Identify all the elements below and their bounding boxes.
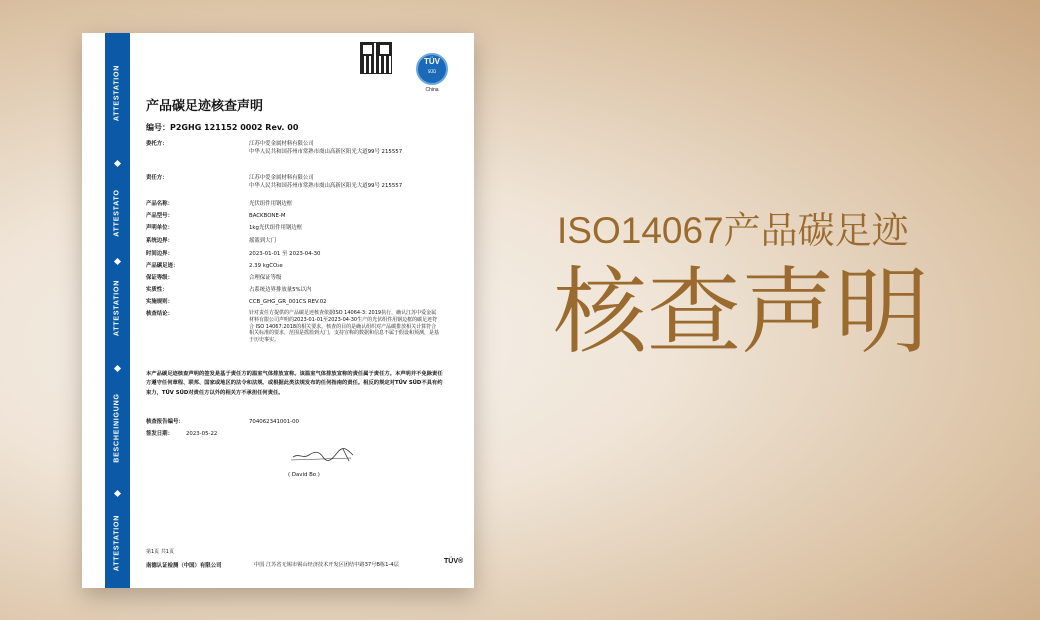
side-strip <box>105 33 130 588</box>
field-key: 责任方： <box>146 175 168 181</box>
field-value: 2023-01-01 至 2023-04-30 <box>249 251 321 257</box>
field-key: 产品名称： <box>146 201 173 207</box>
footer-tuv-logo: TÜV® <box>444 558 464 565</box>
field-value: 占系统边界排放量5%以内 <box>249 287 312 293</box>
side-word: BESCHEINIGUNG <box>113 393 121 463</box>
field-key: 产品型号： <box>146 213 173 219</box>
field-value: 1kg光伏组件用钢边框 <box>249 225 303 231</box>
side-word: ATTESTATION <box>113 64 121 122</box>
field-key: 产品碳足迹： <box>146 263 179 269</box>
field-value-line2: 中华人民共和国苏州市常熟市虞山高新区阳光大道99号 215557 <box>249 149 403 155</box>
field-key: 保证等级： <box>146 275 173 281</box>
field-value: 江苏中爱金属材料有限公司 <box>249 141 314 147</box>
field-value-line2: 中华人民共和国苏州市常熟市虞山高新区阳光大道99号 215557 <box>249 183 403 189</box>
field-key: 实施规则： <box>146 299 173 305</box>
document-number <box>146 122 298 133</box>
field-value: 2.39 kgCO₂e <box>249 263 283 269</box>
report-number-value: 704062341001-00 <box>249 419 299 425</box>
strip-tick <box>114 258 121 265</box>
strip-tick <box>114 490 121 497</box>
qr-code-icon <box>360 42 392 74</box>
issue-date-label: 签发日期： <box>146 431 173 437</box>
tuv-logo <box>416 53 448 85</box>
number-label: 编号： <box>146 123 170 132</box>
field-key: 系统边界： <box>146 238 173 244</box>
field-value: 合理保证等级 <box>249 275 282 281</box>
number-value: P2GHG 121152 0002 Rev. 00 <box>170 123 299 132</box>
report-number-label: 核查报告编号： <box>146 419 184 425</box>
statement-paragraph: 本产品碳足迹核查声明的签发是基于责任方的温室气体排放宣称。该温室气体排放宣称的责任属于责任方。本声明并不免除责任方遵守任何章程、联邦、国家或地区的法令和法规、或根据此类法规发布的任何指南的责任。相反的规定对TÜV SÜD不具有约束力，TÜV SÜD对责任方以外的相关方不承担任何责任。 <box>146 371 443 396</box>
footer-address: 中国 江苏省无锡市锡山经济技术开发区团结中路37号B栋1-4层 <box>254 562 399 568</box>
field-value: BACKBONE-M <box>249 213 286 219</box>
side-word: ATTESTATION <box>113 279 121 337</box>
field-value: 光伏组件用钢边框 <box>249 201 293 207</box>
field-value: 摇篮到大门 <box>249 238 276 244</box>
strip-tick <box>114 365 121 372</box>
tuv-caption: China <box>425 87 439 93</box>
issue-date-value: 2023-05-22 <box>186 431 218 437</box>
document-title: 产品碳足迹核查声明 <box>146 99 264 114</box>
field-key: 核查结论： <box>146 311 173 317</box>
hero-subtitle: ISO14067产品碳足迹 <box>557 210 909 251</box>
footer-company: 南德认证检测（中国）有限公司 <box>146 563 222 569</box>
field-value: 江苏中爱金属材料有限公司 <box>249 175 314 181</box>
certificate-document <box>82 33 474 588</box>
conclusion-text: 针对责任方提供的产品碳足迹核查依据ISO 14064-3: 2019执行，确认江苏中爱金属材料有限公司声明的2023-01-01至2023-04-30生产的光伏组件用钢边框的碳足迹符合 ISO 14067:2018的相关要求。核查的目的是确认组织对产品碳排放相关计算符合相关标准的要求，范围是摇篮到大门，支持宣称的数据和信息不属于假设和预测，是基于历史事实。 <box>249 310 440 344</box>
signature-image <box>291 443 361 468</box>
side-word: ATTESTATO <box>113 189 121 237</box>
field-value: CCB_GHG_GR_001CS REV.02 <box>249 299 327 305</box>
field-key: 声明单位： <box>146 225 173 231</box>
field-key: 实质性： <box>146 287 168 293</box>
page-indicator: 第1页 共1页 <box>146 549 174 555</box>
tuv-logo-text: TÜV <box>424 57 440 66</box>
side-word: ATTESTATION <box>113 514 121 572</box>
strip-tick <box>114 160 121 167</box>
field-key: 时间边界： <box>146 251 173 257</box>
field-key: 委托方： <box>146 141 168 147</box>
document-content <box>146 33 474 588</box>
signer-name: ( David Bo ) <box>288 472 320 478</box>
tuv-logo-sub: SÜD <box>427 69 437 74</box>
hero-title: 核查声明 <box>553 258 930 367</box>
